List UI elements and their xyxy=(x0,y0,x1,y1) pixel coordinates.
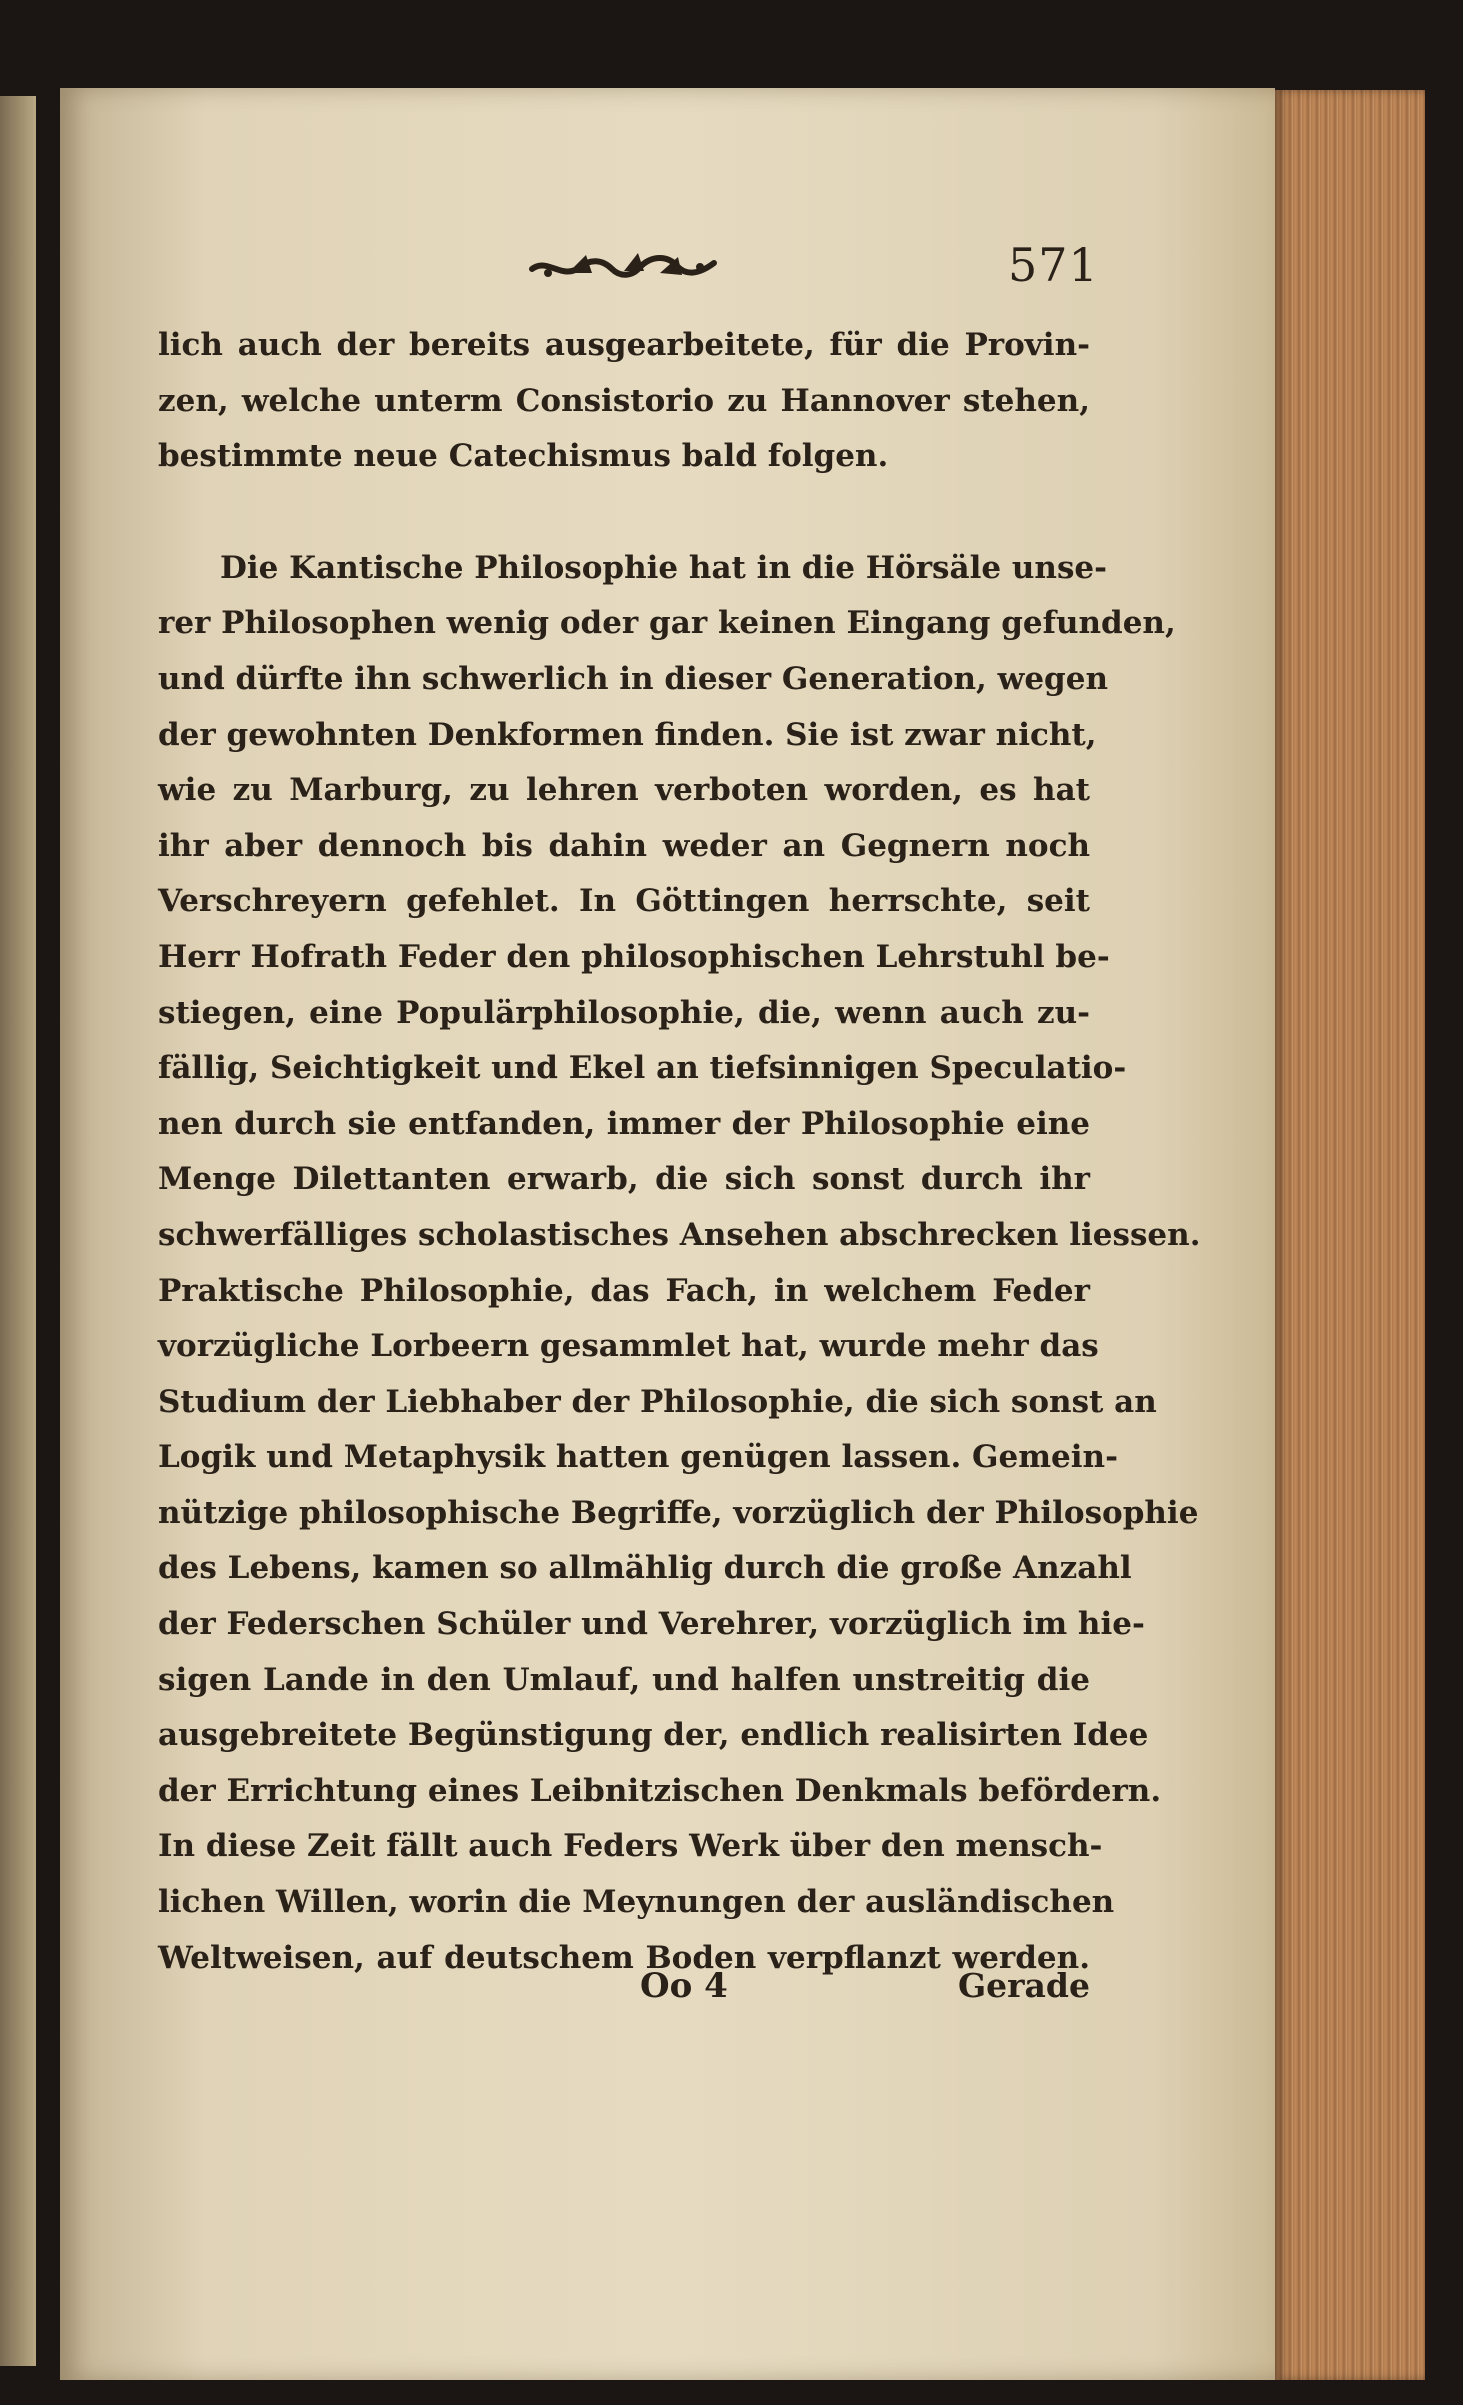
body-text xyxy=(158,318,1201,1986)
text-line: ihr aber dennoch bis dahin weder an Gegnern noch xyxy=(158,827,1090,864)
catchword: Gerade xyxy=(957,1966,1090,2005)
text-line: Logik und Metaphysik hatten genügen lassen. Gemein- xyxy=(158,1439,1118,1476)
text-line: schwerfälliges scholastisches Ansehen abschrecken liessen. xyxy=(158,1216,1201,1253)
text-line: Menge Dilettanten erwarb, die sich sonst durch ihr xyxy=(158,1161,1090,1198)
header-vine-ornament xyxy=(528,247,718,287)
text-line: In diese Zeit fällt auch Feders Werk über den mensch- xyxy=(158,1828,1103,1865)
text-line: fällig, Seichtigkeit und Ekel an tiefsinnigen Speculatio- xyxy=(158,1050,1127,1087)
text-line: ausgebreitete Begünstigung der, endlich realisirten Idee xyxy=(158,1717,1149,1754)
text-line: nen durch sie entfanden, immer der Philosophie eine xyxy=(158,1105,1090,1142)
text-line: Weltweisen, auf deutschem Boden verpflanzt werden. xyxy=(158,1939,1090,1976)
page-number: 571 xyxy=(1008,238,1099,292)
text-line: bestimmte neue Catechismus bald folgen. xyxy=(158,438,889,475)
paragraph xyxy=(158,541,1201,1986)
text-line: und dürfte ihn schwerlich in dieser Generation, wegen xyxy=(158,660,1108,697)
text-line: Praktische Philosophie, das Fach, in welchem Feder xyxy=(158,1272,1090,1309)
text-line: stiegen, eine Populärphilosophie, die, wenn auch zu- xyxy=(158,994,1090,1031)
text-line: Herr Hofrath Feder den philosophischen Lehrstuhl be- xyxy=(158,938,1110,975)
text-line: der Federschen Schüler und Verehrer, vorzüglich im hie- xyxy=(158,1606,1145,1643)
page-footer xyxy=(158,1966,1090,2026)
page-block-edge xyxy=(1275,90,1425,2380)
text-line: der Errichtung eines Leibnitzischen Denkmals befördern. xyxy=(158,1772,1162,1809)
text-line: der gewohnten Denkformen finden. Sie ist zwar nicht, xyxy=(158,716,1097,753)
signature-mark: Oo 4 xyxy=(640,1966,728,2006)
text-line: sigen Lande in den Umlauf, und halfen unstreitig die xyxy=(158,1661,1090,1698)
text-line: rer Philosophen wenig oder gar keinen Eingang gefunden, xyxy=(158,605,1176,642)
text-line: lich auch der bereits ausgearbeitete, für die Provin- xyxy=(158,327,1090,363)
text-line: des Lebens, kamen so allmählig durch die große Anzahl xyxy=(158,1550,1132,1587)
text-line: Die Kantische Philosophie hat in die Hörsäle unse- xyxy=(220,549,1107,586)
paragraph xyxy=(158,318,1090,485)
text-line: lichen Willen, worin die Meynungen der ausländischen xyxy=(158,1884,1115,1921)
text-line: wie zu Marburg, zu lehren verboten worden, es hat xyxy=(158,772,1090,809)
text-line: nützige philosophische Begriffe, vorzüglich der Philosophie xyxy=(158,1494,1199,1531)
text-line: Verschreyern gefehlet. In Göttingen herrschte, seit xyxy=(158,883,1090,920)
text-line: Studium der Liebhaber der Philosophie, die sich sonst an xyxy=(158,1383,1157,1420)
facing-page-edge xyxy=(0,96,36,2366)
text-line: zen, welche unterm Consistorio zu Hannover stehen, xyxy=(158,382,1090,419)
text-line: vorzügliche Lorbeern gesammlet hat, wurde mehr das xyxy=(158,1328,1099,1365)
